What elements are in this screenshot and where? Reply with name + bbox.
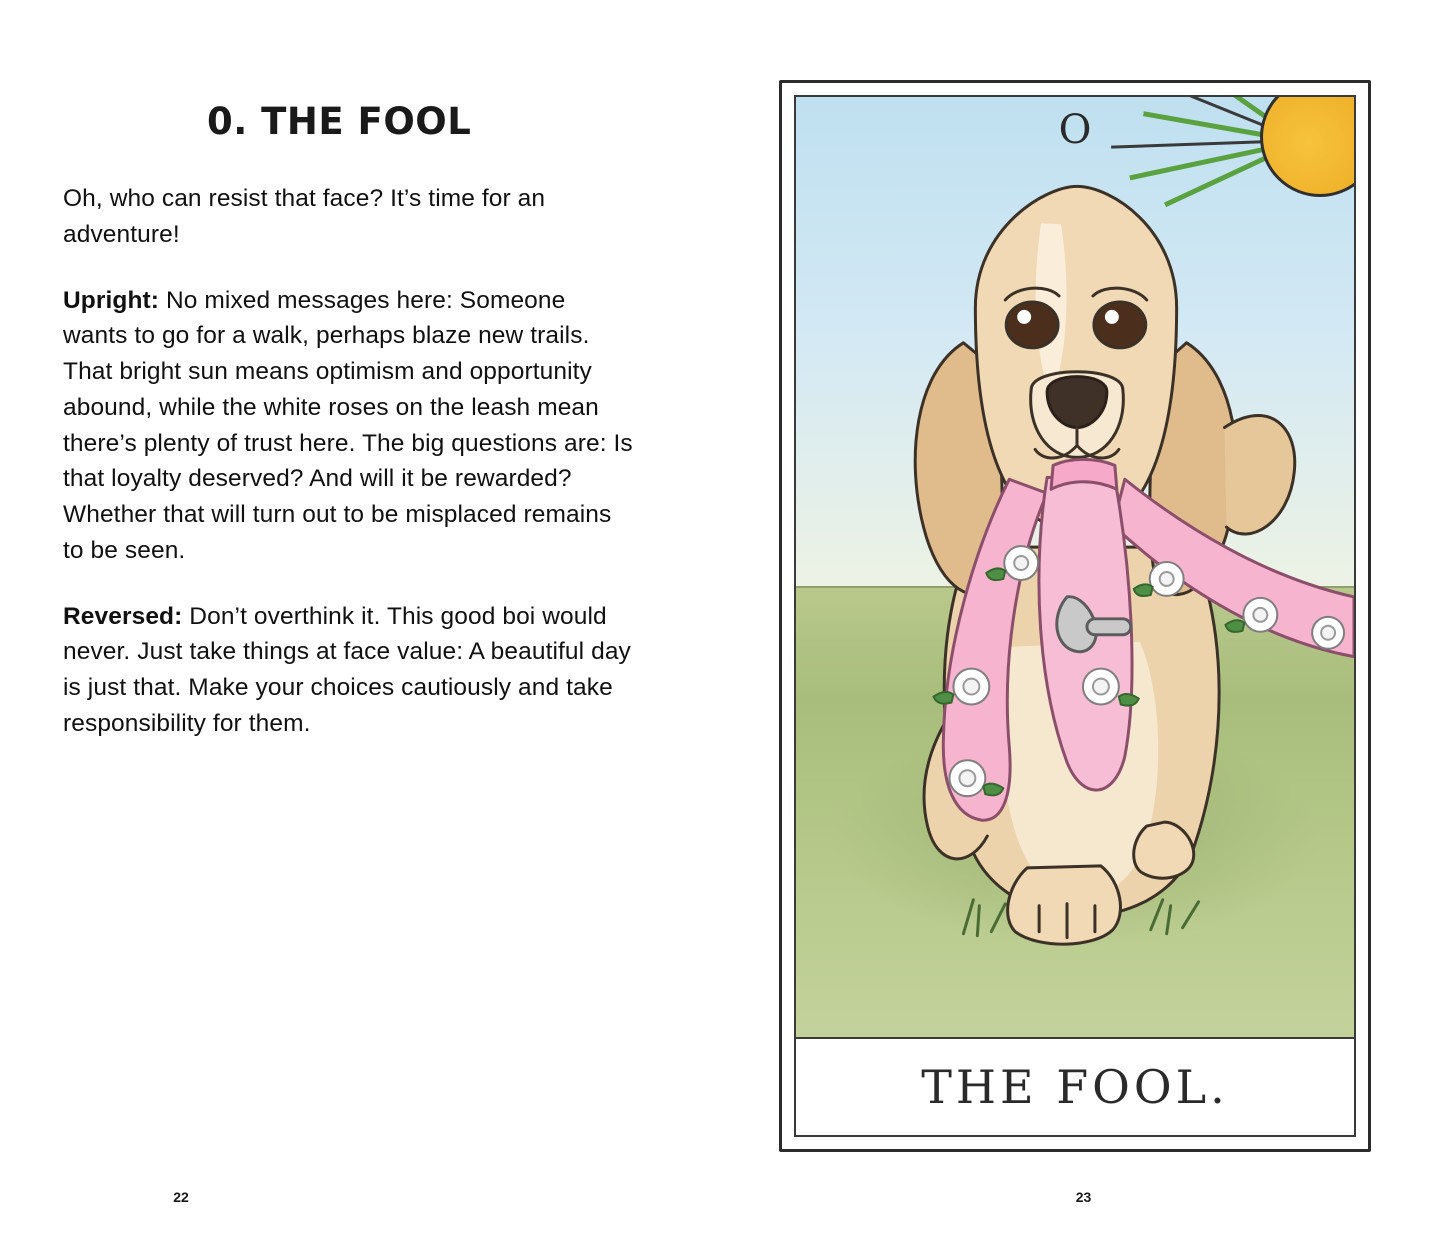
reversed-paragraph-text: Don’t overthink it. This good boi would never. Just take things at face value: A beautiful day is just that. Make your choices cautiously and take responsibility for them.	[63, 602, 631, 737]
page-title-text: 0. THE FOOL	[207, 100, 472, 143]
upright-label: Upright:	[63, 286, 160, 314]
card-caption-text: THE FOOL.	[921, 1060, 1229, 1114]
reversed-label: Reversed:	[63, 602, 183, 630]
right-page	[722, 0, 1445, 1247]
reversed-paragraph	[63, 599, 633, 742]
page-title	[63, 100, 633, 143]
upright-paragraph	[63, 283, 633, 569]
tarot-card-inner-frame	[794, 95, 1356, 1137]
card-roman-numeral: O	[1058, 107, 1092, 153]
tarot-card	[779, 80, 1371, 1152]
left-page-text-column	[63, 100, 633, 772]
left-page	[0, 0, 722, 1247]
page-number-right-text: 23	[1075, 1189, 1092, 1205]
intro-paragraph	[63, 181, 633, 253]
page-number-left	[0, 1189, 722, 1205]
puppy-illustration	[796, 97, 1354, 1037]
page-number-right	[722, 1189, 1445, 1205]
intro-paragraph-text: Oh, who can resist that face? It’s time for an adventure!	[63, 185, 546, 248]
card-caption	[796, 1039, 1354, 1135]
tarot-card-illustration	[796, 97, 1354, 1039]
page-number-left-text: 22	[173, 1189, 189, 1205]
upright-paragraph-text: No mixed messages here: Someone wants to go for a walk, perhaps blaze new trails. That bright sun means optimism and opportunity abound, while the white roses on the leash mean there’s plenty of trust here. The big questions are: Is that loyalty deserved? And will it be rewarded? Whether that will turn out to be misplaced remains to be seen.	[63, 286, 633, 564]
